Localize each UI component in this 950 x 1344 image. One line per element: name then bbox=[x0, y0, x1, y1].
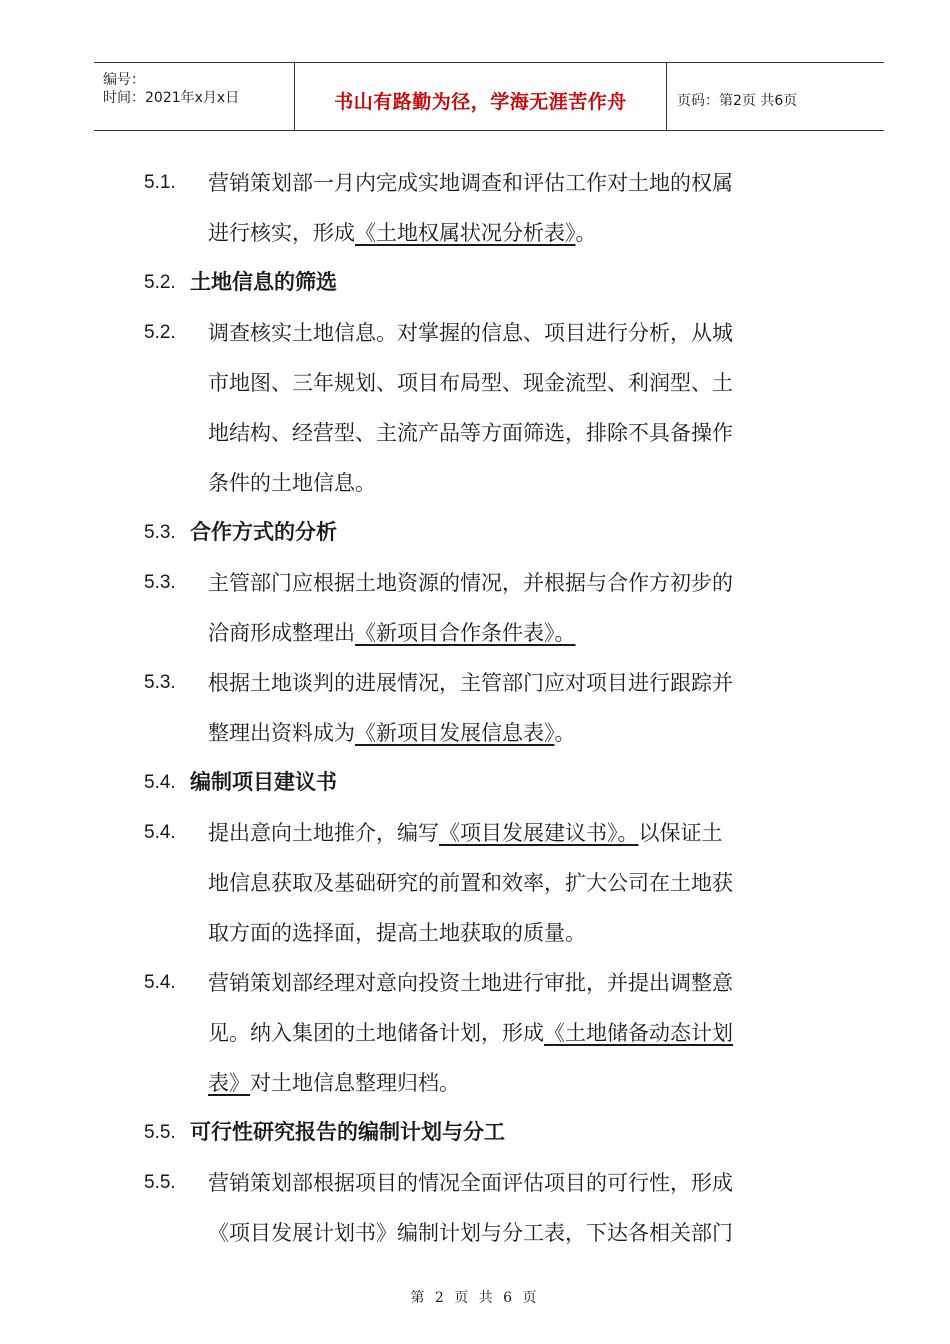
item-number: 5.3. bbox=[144, 572, 176, 593]
section-heading: 合作方式的分析 bbox=[190, 520, 337, 544]
section-heading: 可行性研究报告的编制计划与分工 bbox=[190, 1120, 505, 1144]
section-number: 5.2. bbox=[144, 272, 176, 293]
line-text: 提出意向土地推介，编写 bbox=[208, 821, 439, 845]
code-label: 编号： bbox=[103, 72, 145, 88]
paragraph-line bbox=[208, 821, 723, 845]
item-number: 5.4. bbox=[144, 822, 176, 843]
form-link-land-ownership[interactable]: 《土地权属状况分析表》 bbox=[355, 221, 576, 245]
paragraph-line: 地信息获取及基础研究的前置和效率，扩大公司在土地获 bbox=[208, 871, 733, 895]
paragraph-line: 地结构、经营型、主流产品等方面筛选，排除不具备操作 bbox=[208, 421, 733, 445]
paragraph-line: 取方面的选择面，提高土地获取的质量。 bbox=[208, 921, 586, 945]
paragraph-line bbox=[208, 621, 576, 645]
item-number: 5.4. bbox=[144, 972, 176, 993]
section-number: 5.4. bbox=[144, 772, 176, 793]
form-link-cooperation-terms[interactable]: 《新项目合作条件表》。 bbox=[355, 621, 576, 645]
paragraph-line bbox=[208, 221, 597, 245]
form-link-project-proposal[interactable]: 《项目发展建议书》。 bbox=[439, 821, 639, 845]
paragraph-line: 条件的土地信息。 bbox=[208, 471, 376, 495]
line-text: 。 bbox=[575, 221, 597, 245]
form-link-land-reserve-plan[interactable]: 《土地储备动态计划 bbox=[544, 1021, 733, 1045]
paragraph-line bbox=[208, 1071, 460, 1095]
paragraph-line: 营销策划部根据项目的情况全面评估项目的可行性，形成 bbox=[208, 1171, 733, 1195]
section-heading: 土地信息的筛选 bbox=[190, 270, 337, 294]
item-number: 5.3. bbox=[144, 672, 176, 693]
paragraph-line bbox=[208, 171, 827, 195]
paragraph-line bbox=[208, 721, 576, 745]
line-text: 。 bbox=[554, 721, 576, 745]
item-number: 5.2. bbox=[144, 322, 176, 343]
line-text: 进行核实，形成 bbox=[208, 221, 355, 245]
header-meta-cell bbox=[94, 63, 295, 130]
document-header bbox=[94, 62, 884, 131]
time-label: 时间：2021年x月x日 bbox=[103, 90, 240, 106]
header-page-cell bbox=[667, 63, 884, 130]
motto: 书山有路勤为径，学海无涯苦作舟 bbox=[334, 91, 627, 113]
section-number: 5.3. bbox=[144, 522, 176, 543]
line-text: 洽商形成整理出 bbox=[208, 621, 355, 645]
line-text: 以保证土 bbox=[638, 821, 723, 845]
page-info: 页码：第2页 共6页 bbox=[677, 93, 798, 109]
section-heading: 编制项目建议书 bbox=[190, 770, 337, 794]
paragraph-line: 市地图、三年规划、项目布局型、现金流型、利润型、土 bbox=[208, 371, 733, 395]
line-text: 对土地信息整理归档。 bbox=[250, 1071, 460, 1095]
form-link-land-reserve-plan-cont[interactable]: 表》 bbox=[208, 1071, 250, 1095]
page-footer: 第 2 页 共 6 页 bbox=[410, 1290, 540, 1306]
item-number: 5.1. bbox=[144, 172, 176, 193]
line-text: 见。纳入集团的土地储备计划，形成 bbox=[208, 1021, 544, 1045]
line-text: 营销策划部一月内完成实地调查和评估工作对土地的权属 bbox=[208, 171, 733, 195]
paragraph-line: 《项目发展计划书》编制计划与分工表，下达各相关部门 bbox=[208, 1221, 733, 1245]
section-number: 5.5. bbox=[144, 1122, 176, 1143]
paragraph-line: 根据土地谈判的进展情况，主管部门应对项目进行跟踪并 bbox=[208, 671, 733, 695]
header-motto-cell bbox=[295, 63, 667, 130]
paragraph-line bbox=[208, 1021, 733, 1045]
paragraph-line: 营销策划部经理对意向投资土地进行审批，并提出调整意 bbox=[208, 971, 733, 995]
paragraph-line: 主管部门应根据土地资源的情况，并根据与合作方初步的 bbox=[208, 571, 733, 595]
item-number: 5.5. bbox=[144, 1172, 176, 1193]
paragraph-line: 调查核实土地信息。对掌握的信息、项目进行分析，从城 bbox=[208, 321, 733, 345]
line-text: 整理出资料成为 bbox=[208, 721, 355, 745]
form-link-project-development-info[interactable]: 《新项目发展信息表》 bbox=[355, 721, 555, 745]
